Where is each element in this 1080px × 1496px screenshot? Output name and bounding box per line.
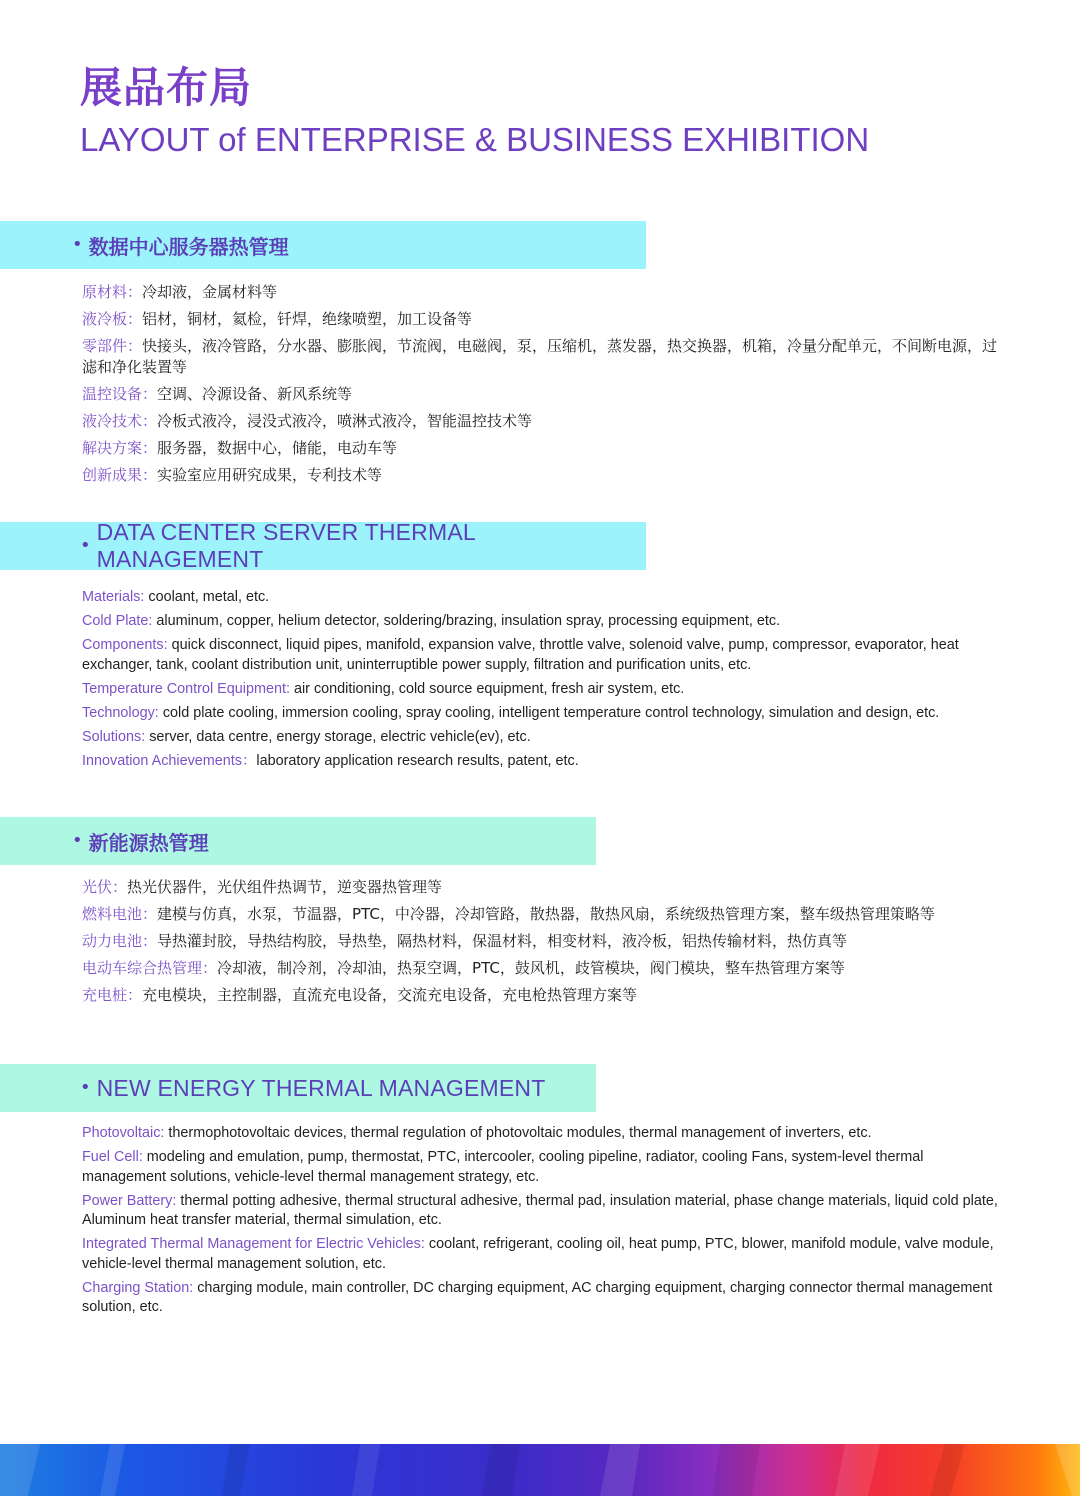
- section-header-newenergy-cn: [0, 817, 596, 865]
- list-item: [82, 985, 1002, 1006]
- item-key: 光伏：: [82, 878, 128, 896]
- item-value: 导热灌封胶，导热结构胶，导热垫，隔热材料，保温材料，相变材料，液冷板，铝热传输材料，热仿真等: [157, 932, 848, 950]
- item-value: 冷却液，制冷剂，冷却油，热泵空调，PTC，鼓风机，歧管模块，阀门模块，整车热管理方案等: [217, 959, 845, 977]
- item-key: 动力电池：: [82, 932, 158, 950]
- item-value: laboratory application research results, patent, etc.: [256, 752, 579, 769]
- item-value: air conditioning, cold source equipment, fresh air system, etc.: [293, 680, 685, 697]
- item-key: Power Battery:: [82, 1192, 181, 1209]
- list-item: [82, 438, 1002, 459]
- list-item: [82, 612, 1002, 632]
- section-list-newenergy-en: [82, 1124, 1002, 1322]
- list-item: [82, 384, 1002, 405]
- page-title-cn: 展品布局: [80, 63, 253, 112]
- item-value: 空调、冷源设备、新风系统等: [157, 385, 353, 403]
- list-item: [82, 336, 1002, 378]
- footer-gradient: [0, 1444, 1080, 1496]
- list-item: [82, 704, 1002, 724]
- list-item: [82, 1124, 1002, 1144]
- page-title-en: LAYOUT of ENTERPRISE & BUSINESS EXHIBITION: [80, 121, 870, 158]
- list-item: [82, 465, 1002, 486]
- footer-facet: [712, 1444, 760, 1496]
- list-item: [82, 752, 1002, 772]
- item-key: Innovation Achievements：: [82, 752, 257, 769]
- item-key: Fuel Cell:: [82, 1149, 147, 1165]
- list-item: [82, 904, 1002, 925]
- item-key: Materials:: [82, 589, 149, 605]
- item-value: 充电模块，主控制器，直流充电设备，交流充电设备，充电枪热管理方案等: [142, 986, 638, 1004]
- item-key: 液冷技术：: [82, 412, 158, 430]
- item-value: modeling and emulation, pump, thermostat, PTC, intercooler, cooling pipeline, radiator, cooling Fans, system-level thermal management solutions, vehicle-level thermal management strategy, etc.: [82, 1149, 924, 1185]
- list-item: [82, 1192, 1002, 1231]
- item-value: coolant, metal, etc.: [148, 589, 270, 605]
- section-header-datacenter-cn: [0, 221, 646, 269]
- section-header-datacenter-en: [0, 519, 646, 572]
- section-list-newenergy-cn: [82, 877, 1002, 1012]
- section-list-datacenter-cn: [82, 282, 1002, 492]
- bullet-icon: •: [80, 1077, 91, 1098]
- item-value: charging module, main controller, DC charging equipment, AC charging equipment, charging connector thermal management solution, etc.: [82, 1279, 993, 1315]
- list-item: [82, 728, 1002, 748]
- item-key: 液冷板：: [82, 310, 143, 328]
- list-item: [82, 931, 1002, 952]
- bullet-icon: •: [72, 234, 83, 255]
- item-value: 实验室应用研究成果，专利技术等: [157, 466, 383, 484]
- item-value: coolant, refrigerant, cooling oil, heat pump, PTC, blower, manifold module, valve module, vehicle-level thermal management solution, etc.: [82, 1236, 994, 1272]
- item-key: 燃料电池：: [82, 905, 158, 923]
- item-key: Cold Plate:: [82, 613, 157, 629]
- list-item: [82, 1279, 1002, 1318]
- item-key: Integrated Thermal Management for Electric Vehicles:: [82, 1236, 429, 1252]
- section-heading: DATA CENTER SERVER THERMAL MANAGEMENT: [96, 519, 476, 572]
- item-key: Technology:: [82, 704, 163, 721]
- item-value: 铝材，铜材，氦检，钎焊，绝缘喷塑，加工设备等: [142, 310, 473, 328]
- item-value: thermophotovoltaic devices, thermal regulation of photovoltaic modules, thermal management of inverters, etc.: [168, 1125, 872, 1141]
- list-item: [82, 1235, 1002, 1274]
- list-item: [82, 1148, 1002, 1187]
- item-value: quick disconnect, liquid pipes, manifold, expansion valve, throttle valve, solenoid valve, pump, compressor, evaporator, heat exchanger, tank, coolant distribution unit, uninterruptible power supply, filtration and purification units, etc.: [82, 637, 959, 673]
- item-key: 电动车综合热管理：: [82, 959, 218, 977]
- item-key: Solutions:: [82, 728, 150, 745]
- section-header-newenergy-en: [0, 1064, 596, 1112]
- item-key: Temperature Control Equipment:: [82, 680, 294, 697]
- bullet-icon: •: [72, 830, 83, 851]
- item-key: Components:: [82, 637, 172, 653]
- item-value: 冷板式液冷，浸没式液冷，喷淋式液冷，智能温控技术等: [157, 412, 533, 430]
- item-key: 原材料：: [82, 283, 143, 301]
- item-value: server, data centre, energy storage, electric vehicle(ev), etc.: [149, 728, 531, 745]
- bullet-icon: •: [80, 535, 91, 556]
- item-key: 创新成果：: [82, 466, 158, 484]
- footer-color-bar: [0, 1444, 1080, 1496]
- item-value: aluminum, copper, helium detector, soldering/brazing, insulation spray, processing equipment, etc.: [156, 613, 781, 629]
- list-item: [82, 588, 1002, 608]
- section-list-datacenter-en: [82, 588, 1002, 776]
- item-key: 温控设备：: [82, 385, 158, 403]
- list-item: [82, 680, 1002, 700]
- list-item: [82, 877, 1002, 898]
- section-heading: 数据中心服务器热管理: [88, 234, 289, 259]
- item-key: 充电桩：: [82, 986, 143, 1004]
- item-value: 快接头，液冷管路，分水器、膨胀阀，节流阀，电磁阀，泵，压缩机，蒸发器，热交换器，机箱，冷量分配单元，不间断电源，过滤和净化装置等: [82, 337, 998, 376]
- item-key: 解决方案：: [82, 439, 158, 457]
- list-item: [82, 309, 1002, 330]
- list-item: [82, 958, 1002, 979]
- item-value: 服务器，数据中心，储能，电动车等: [157, 439, 398, 457]
- section-heading: 新能源热管理: [88, 830, 209, 855]
- item-value: 建模与仿真，水泵，节温器，PTC，中冷器，冷却管路，散热器，散热风扇，系统级热管理方案，整车级热管理策略等: [157, 905, 935, 923]
- item-value: thermal potting adhesive, thermal structural adhesive, thermal pad, insulation material, phase change materials, liquid cold plate, Aluminum heat transfer material, thermal simulation, etc.: [82, 1192, 998, 1228]
- list-item: [82, 282, 1002, 303]
- list-item: [82, 411, 1002, 432]
- item-key: Photovoltaic:: [82, 1125, 169, 1141]
- item-value: 热光伏器件，光伏组件热调节，逆变器热管理等: [127, 878, 443, 896]
- section-heading: NEW ENERGY THERMAL MANAGEMENT: [96, 1074, 546, 1101]
- item-key: Charging Station:: [82, 1279, 198, 1296]
- list-item: [82, 636, 1002, 675]
- item-value: cold plate cooling, immersion cooling, spray cooling, intelligent temperature control technology, simulation and design, etc.: [162, 704, 940, 721]
- item-key: 零部件：: [82, 337, 143, 355]
- item-value: 冷却液，金属材料等: [142, 283, 278, 301]
